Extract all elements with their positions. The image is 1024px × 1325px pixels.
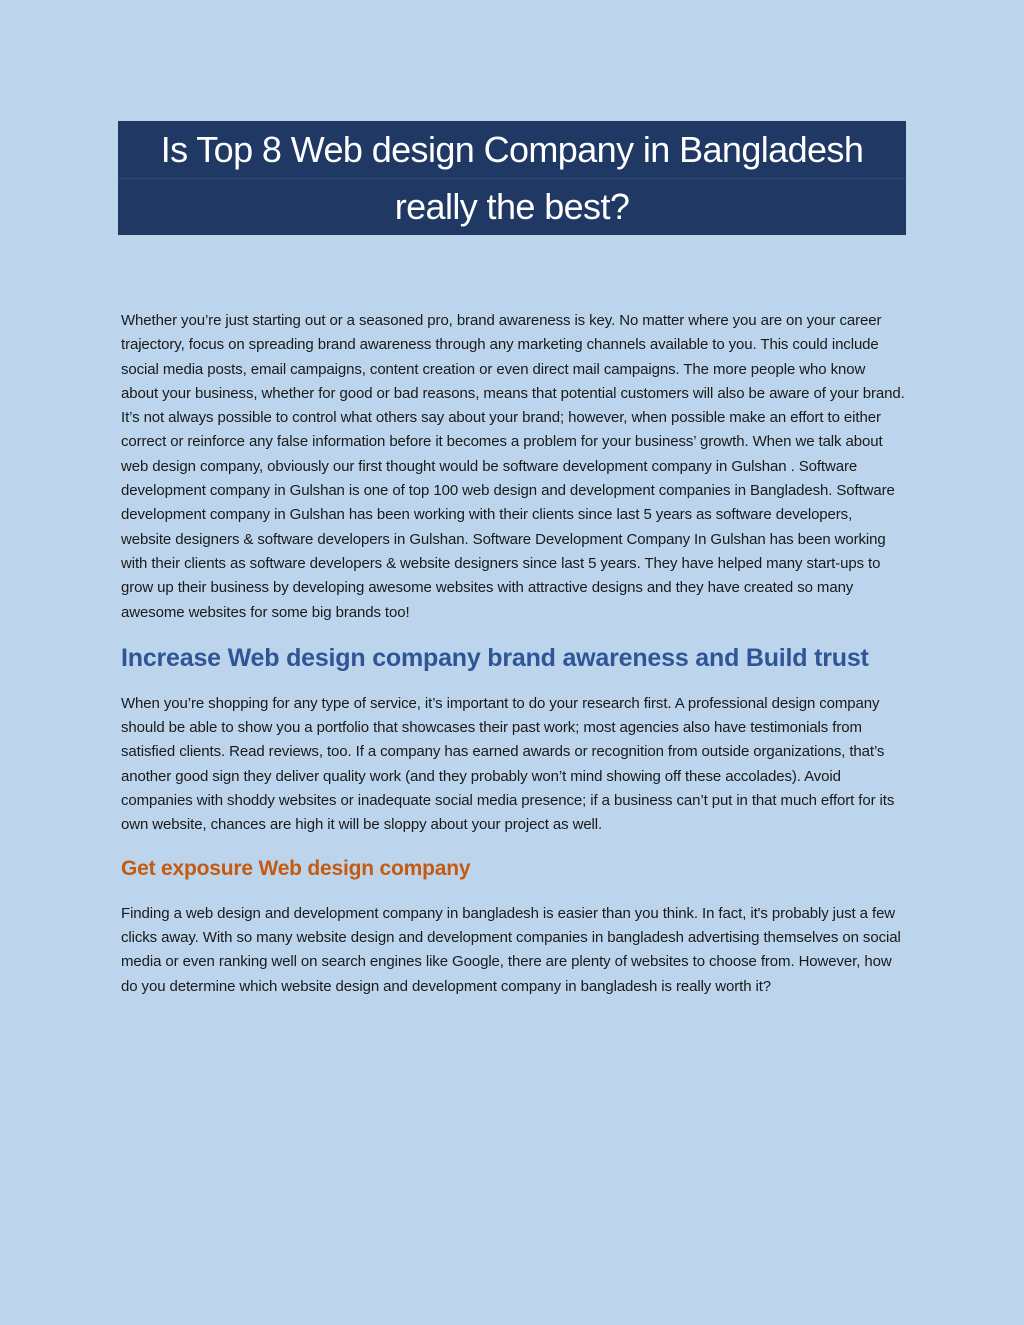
section-heading-brand-awareness: Increase Web design company brand awareness and Build trust <box>121 643 869 672</box>
exposure-paragraph: Finding a web design and development company in bangladesh is easier than you think. In fact, it's probably just a few clicks away. With so many website design and development companies in bangladesh advertising themselves on social media or even ranking well on search engines like Google, there are plenty of websites to choose from. However, how do you determine which website design and development company in bangladesh is really worth it? <box>121 904 901 995</box>
title-line-2: really the best? <box>394 186 630 227</box>
title-divider <box>118 178 906 179</box>
title-line-1: Is Top 8 Web design Company in Bangladesh <box>160 129 864 170</box>
intro-paragraph: Whether you’re just starting out or a seasoned pro, brand awareness is key. No matter where you are on your career trajectory, focus on spreading brand awareness through any marketing channels available to you. This could include social media posts, email campaigns, content creation or even direct mail campaigns. The more people who know about your business, whether for good or bad reasons, means that potential customers will also be aware of your brand. It’s not always possible to control what others say about your brand; however, when possible make an effort to either correct or reinforce any false information before it becomes a problem for your business’ growth. When we talk about web design company, obviously our first thought would be software development company in Gulshan . Software development company in Gulshan is one of top 100 web design and development companies in Bangladesh. Software development company in Gulshan has been working with their clients since last 5 years as software developers, website designers & software developers in Gulshan. Software Development Company In Gulshan has been working with their clients as software developers & website designers since last 5 years. They have helped many start-ups to grow up their business by developing awesome websites with attractive designs and they have created so many awesome websites for some big brands too! <box>121 312 905 621</box>
brand-awareness-paragraph: When you’re shopping for any type of service, it’s important to do your research first. A professional design company should be able to show you a portfolio that showcases their past work; most agencies also have testimonials from satisfied clients. Read reviews, too. If a company has earned awards or recognition from outside organizations, that’s another good sign they deliver quality work (and they probably won’t mind showing off these accolades). Avoid companies with shoddy websites or inadequate social media presence; if a business can’t put in that much effort for its own website, chances are high it will be sloppy about your project as well. <box>121 694 895 834</box>
title-banner <box>118 121 906 235</box>
section-heading-exposure: Get exposure Web design company <box>121 856 471 880</box>
article-body <box>121 309 906 999</box>
